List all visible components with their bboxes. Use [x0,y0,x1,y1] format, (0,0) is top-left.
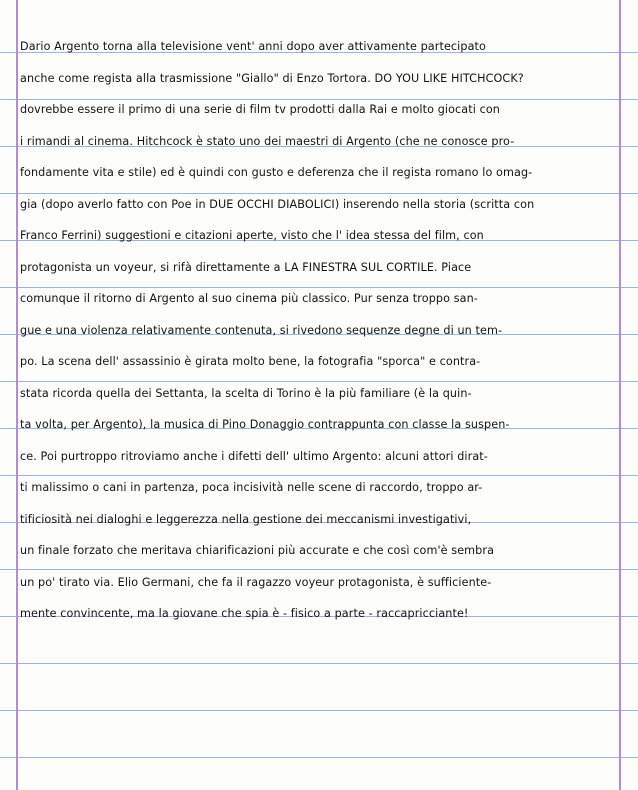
text-line: comunque il ritorno di Argento al suo cinema più classico. Pur senza troppo san- [20,292,478,305]
text-line: protagonista un voyeur, si rifà direttamente a LA FINESTRA SUL CORTILE. Piace [20,260,472,274]
text-line: stata ricorda quella dei Settanta, la scelta di Torino è la più familiare (è la quin- [20,386,472,400]
text-line: i rimandi al cinema. Hitchcock è stato uno dei maestri di Argento (che ne conosce pro- [20,134,515,148]
text-line: ti malissimo o cani in partenza, poca incisività nelle scene di raccordo, troppo ar- [20,481,483,494]
text-line: Franco Ferrini) suggestioni e citazioni aperte, visto che l' idea stessa del film, con [20,229,484,242]
text-line: fondamente vita e stile) ed è quindi con gusto e deferenza che il regista romano lo omag- [20,166,533,179]
text-line: ce. Poi purtroppo ritroviamo anche i difetti dell' ultimo Argento: alcuni attori dirat- [20,449,488,463]
left-margin-line [16,0,18,790]
text-line: gia (dopo averlo fatto con Poe in DUE OCCHI DIABOLICI) inserendo nella storia (scritta con [20,197,535,211]
text-line: gue e una violenza relativamente contenuta, si rivedono sequenze degne di un tem- [20,323,503,337]
text-line: Dario Argento torna alla televisione vent' anni dopo aver attivamente partecipato [20,40,486,53]
text-line: ta volta, per Argento), la musica di Pino Donaggio contrappunta con classe la suspen- [20,418,510,431]
text-line: dovrebbe essere il primo di una serie di film tv prodotti dalla Rai e molto giocati con [20,103,500,116]
right-margin-line [619,0,621,790]
text-line: un finale forzato che meritava chiarificazioni più accurate e che così com'è sembra [20,544,495,557]
text-line: anche come regista alla trasmissione "Giallo" di Enzo Tortora. DO YOU LIKE HITCHCOCK? [20,71,524,85]
text-line: mente convincente, ma la giovane che spia è - fisico a parte - raccapricciante! [20,607,469,620]
handwritten-text [20,31,616,630]
text-line: po. La scena dell' assassinio è girata molto bene, la fotografia "sporca" e contra- [20,355,481,368]
text-line: tificiosità nei dialoghi e leggerezza nella gestione dei meccanismi investigativi, [20,512,472,526]
text-line: un po' tirato via. Elio Germani, che fa il ragazzo voyeur protagonista, è sufficiente- [20,575,492,589]
